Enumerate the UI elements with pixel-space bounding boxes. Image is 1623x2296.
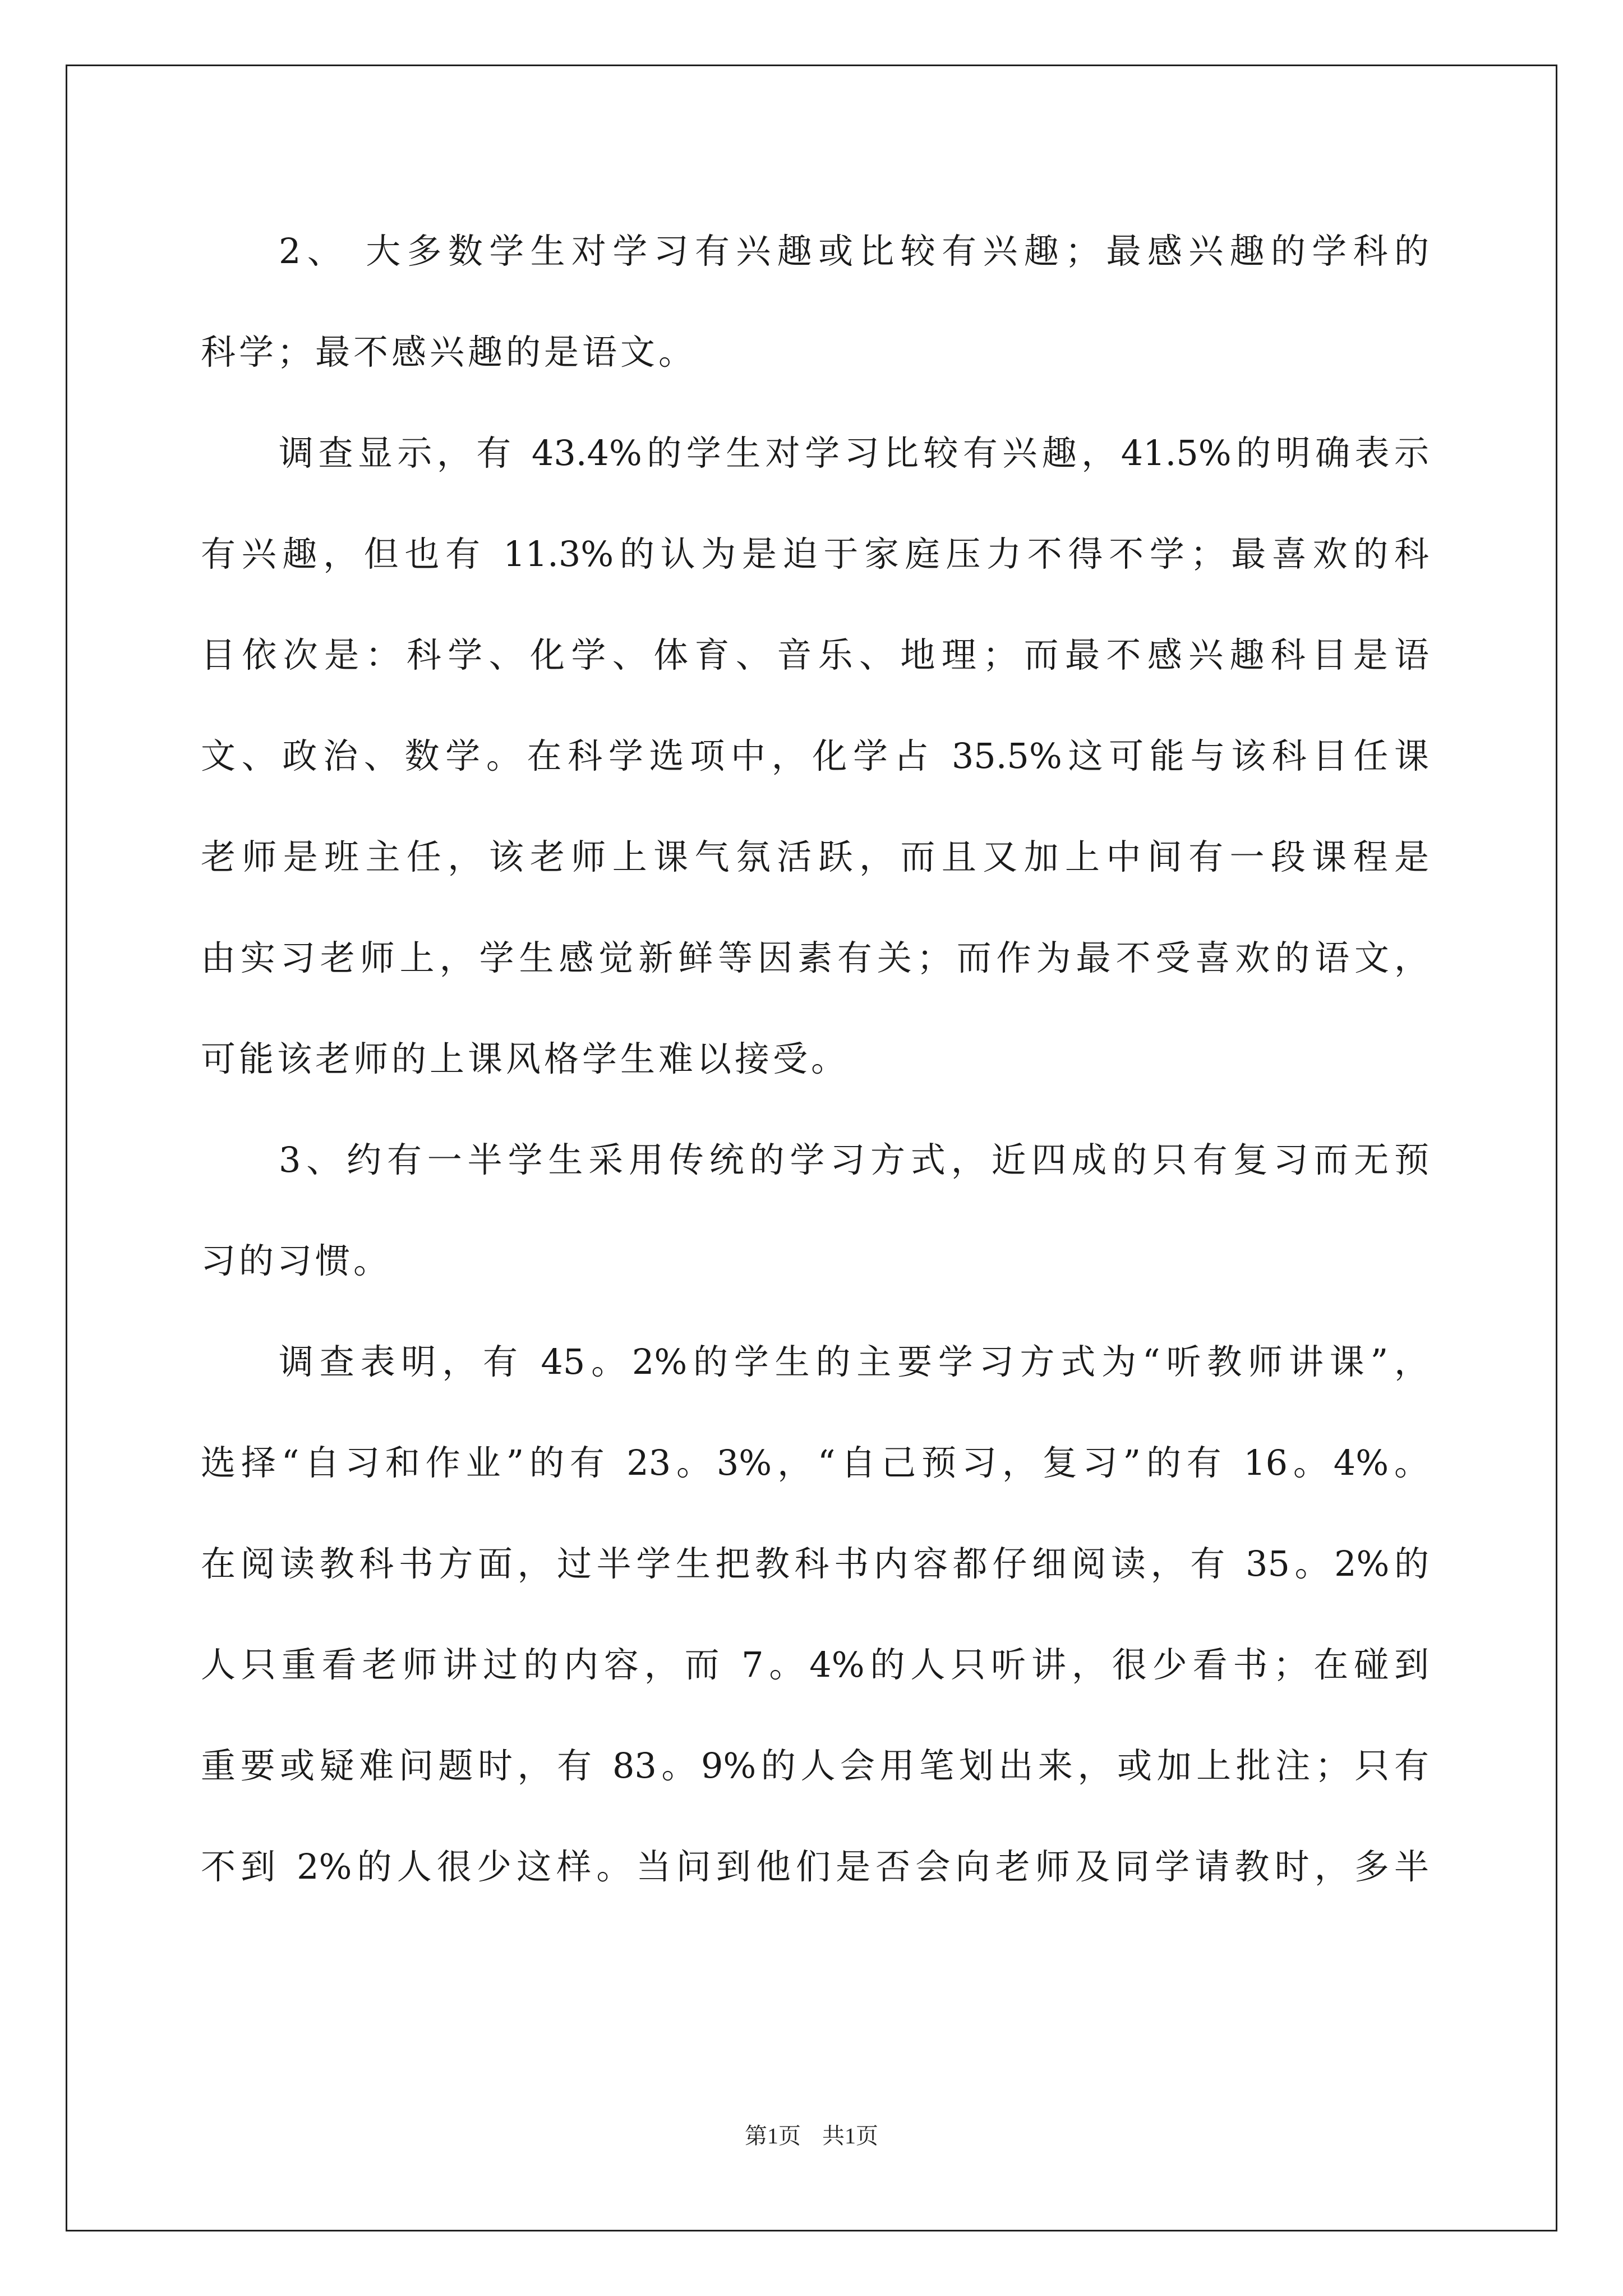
text-line: 人只重看老师讲过的内容，而 7。4%的人只听讲，很少看书；在碰到 [201,1644,1429,1685]
text-line: 不到 2%的人很少这样。当问到他们是否会向老师及同学请教时，多半 [201,1846,1429,1887]
text-line: 老师是班主任，该老师上课气氛活跃，而且又加上中间有一段课程是 [201,836,1429,877]
text-line: 调查显示，有 43.4%的学生对学习比较有兴趣，41.5%的明确表示 [279,432,1429,473]
text-line: 调查表明，有 45。2%的学生的主要学习方式为“听教师讲课”， [279,1341,1429,1382]
text-line: 可能该老师的上课风格学生难以接受。 [201,1038,850,1079]
text-line: 3、约有一半学生采用传统的学习方式，近四成的只有复习而无预 [279,1139,1429,1180]
text-line: 2、 大多数学生对学习有兴趣或比较有兴趣；最感兴趣的学科的 [279,231,1429,272]
text-line: 科学；最不感兴趣的是语文。 [201,332,697,372]
text-line: 选择“自习和作业”的有 23。3%，“自己预习，复习”的有 16。4%。 [201,1442,1429,1483]
text-line: 在阅读教科书方面，过半学生把教科书内容都仔细阅读，有 35。2%的 [201,1543,1429,1584]
page-total: 共1页 [822,2123,878,2148]
text-line: 重要或疑难问题时，有 83。9%的人会用笔划出来，或加上批注；只有 [201,1745,1429,1786]
text-line: 有兴趣，但也有 11.3%的认为是迫于家庭压力不得不学；最喜欢的科 [201,533,1429,574]
text-line: 文、政治、数学。在科学选项中，化学占 35.5%这可能与该科目任课 [201,735,1429,776]
document-body [201,216,1429,1932]
text-line: 由实习老师上，学生感觉新鲜等因素有关；而作为最不受喜欢的语文， [201,937,1429,978]
text-line: 习的习惯。 [201,1240,392,1281]
page-number: 第1页 [745,2123,801,2148]
page-footer [0,2118,1623,2150]
text-line: 目依次是：科学、化学、体育、音乐、地理；而最不感兴趣科目是语 [201,634,1429,675]
